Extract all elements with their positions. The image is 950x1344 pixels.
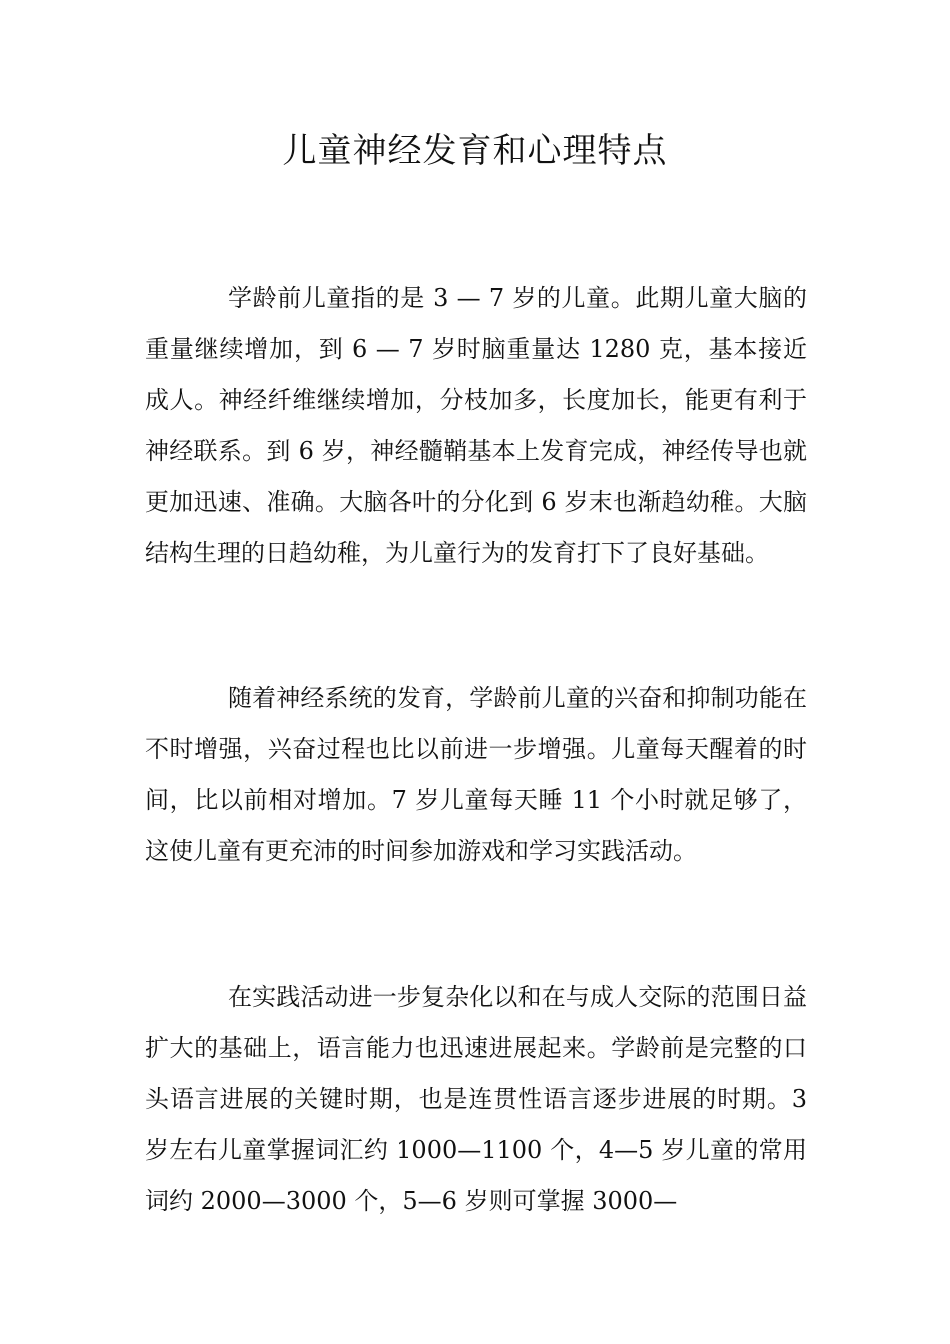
paragraph-language-development: 在实践活动进一步复杂化以和在与成人交际的范围日益扩大的基础上，语言能力也迅速进展起来。学龄前是完整的口头语言进展的关键时期，也是连贯性语言逐步进展的时期。3 岁左右儿童掌握词汇约 1000—1100 个，4—5 岁儿童的常用词约 2000—3000 个，5—6 岁则可掌握 3000— (145, 983, 807, 1215)
document-title: 儿童神经发育和心理特点 (282, 131, 668, 171)
paragraph-nervous-system: 随着神经系统的发育，学龄前儿童的兴奋和抑制功能在不时增强，兴奋过程也比以前进一步增强。儿童每天醒着的时间，比以前相对增加。7 岁儿童每天睡 11 个小时就足够了，这使儿童有更充沛的时间参加游戏和学习实践活动。 (145, 684, 807, 865)
paragraph-brain-development: 学龄前儿童指的是 3 — 7 岁的儿童。此期儿童大脑的重量继续增加，到 6 — 7 岁时脑重量达 1280 克，基本接近成人。神经纤维继续增加，分枝加多，长度加长，能更有利于神经联系。到 6 岁，神经髓鞘基本上发育完成，神经传导也就更加迅速、准确。大脑各叶的分化到 6 岁末也渐趋幼稚。大脑结构生理的日趋幼稚，为儿童行为的发育打下了良好基础。 (145, 284, 807, 567)
